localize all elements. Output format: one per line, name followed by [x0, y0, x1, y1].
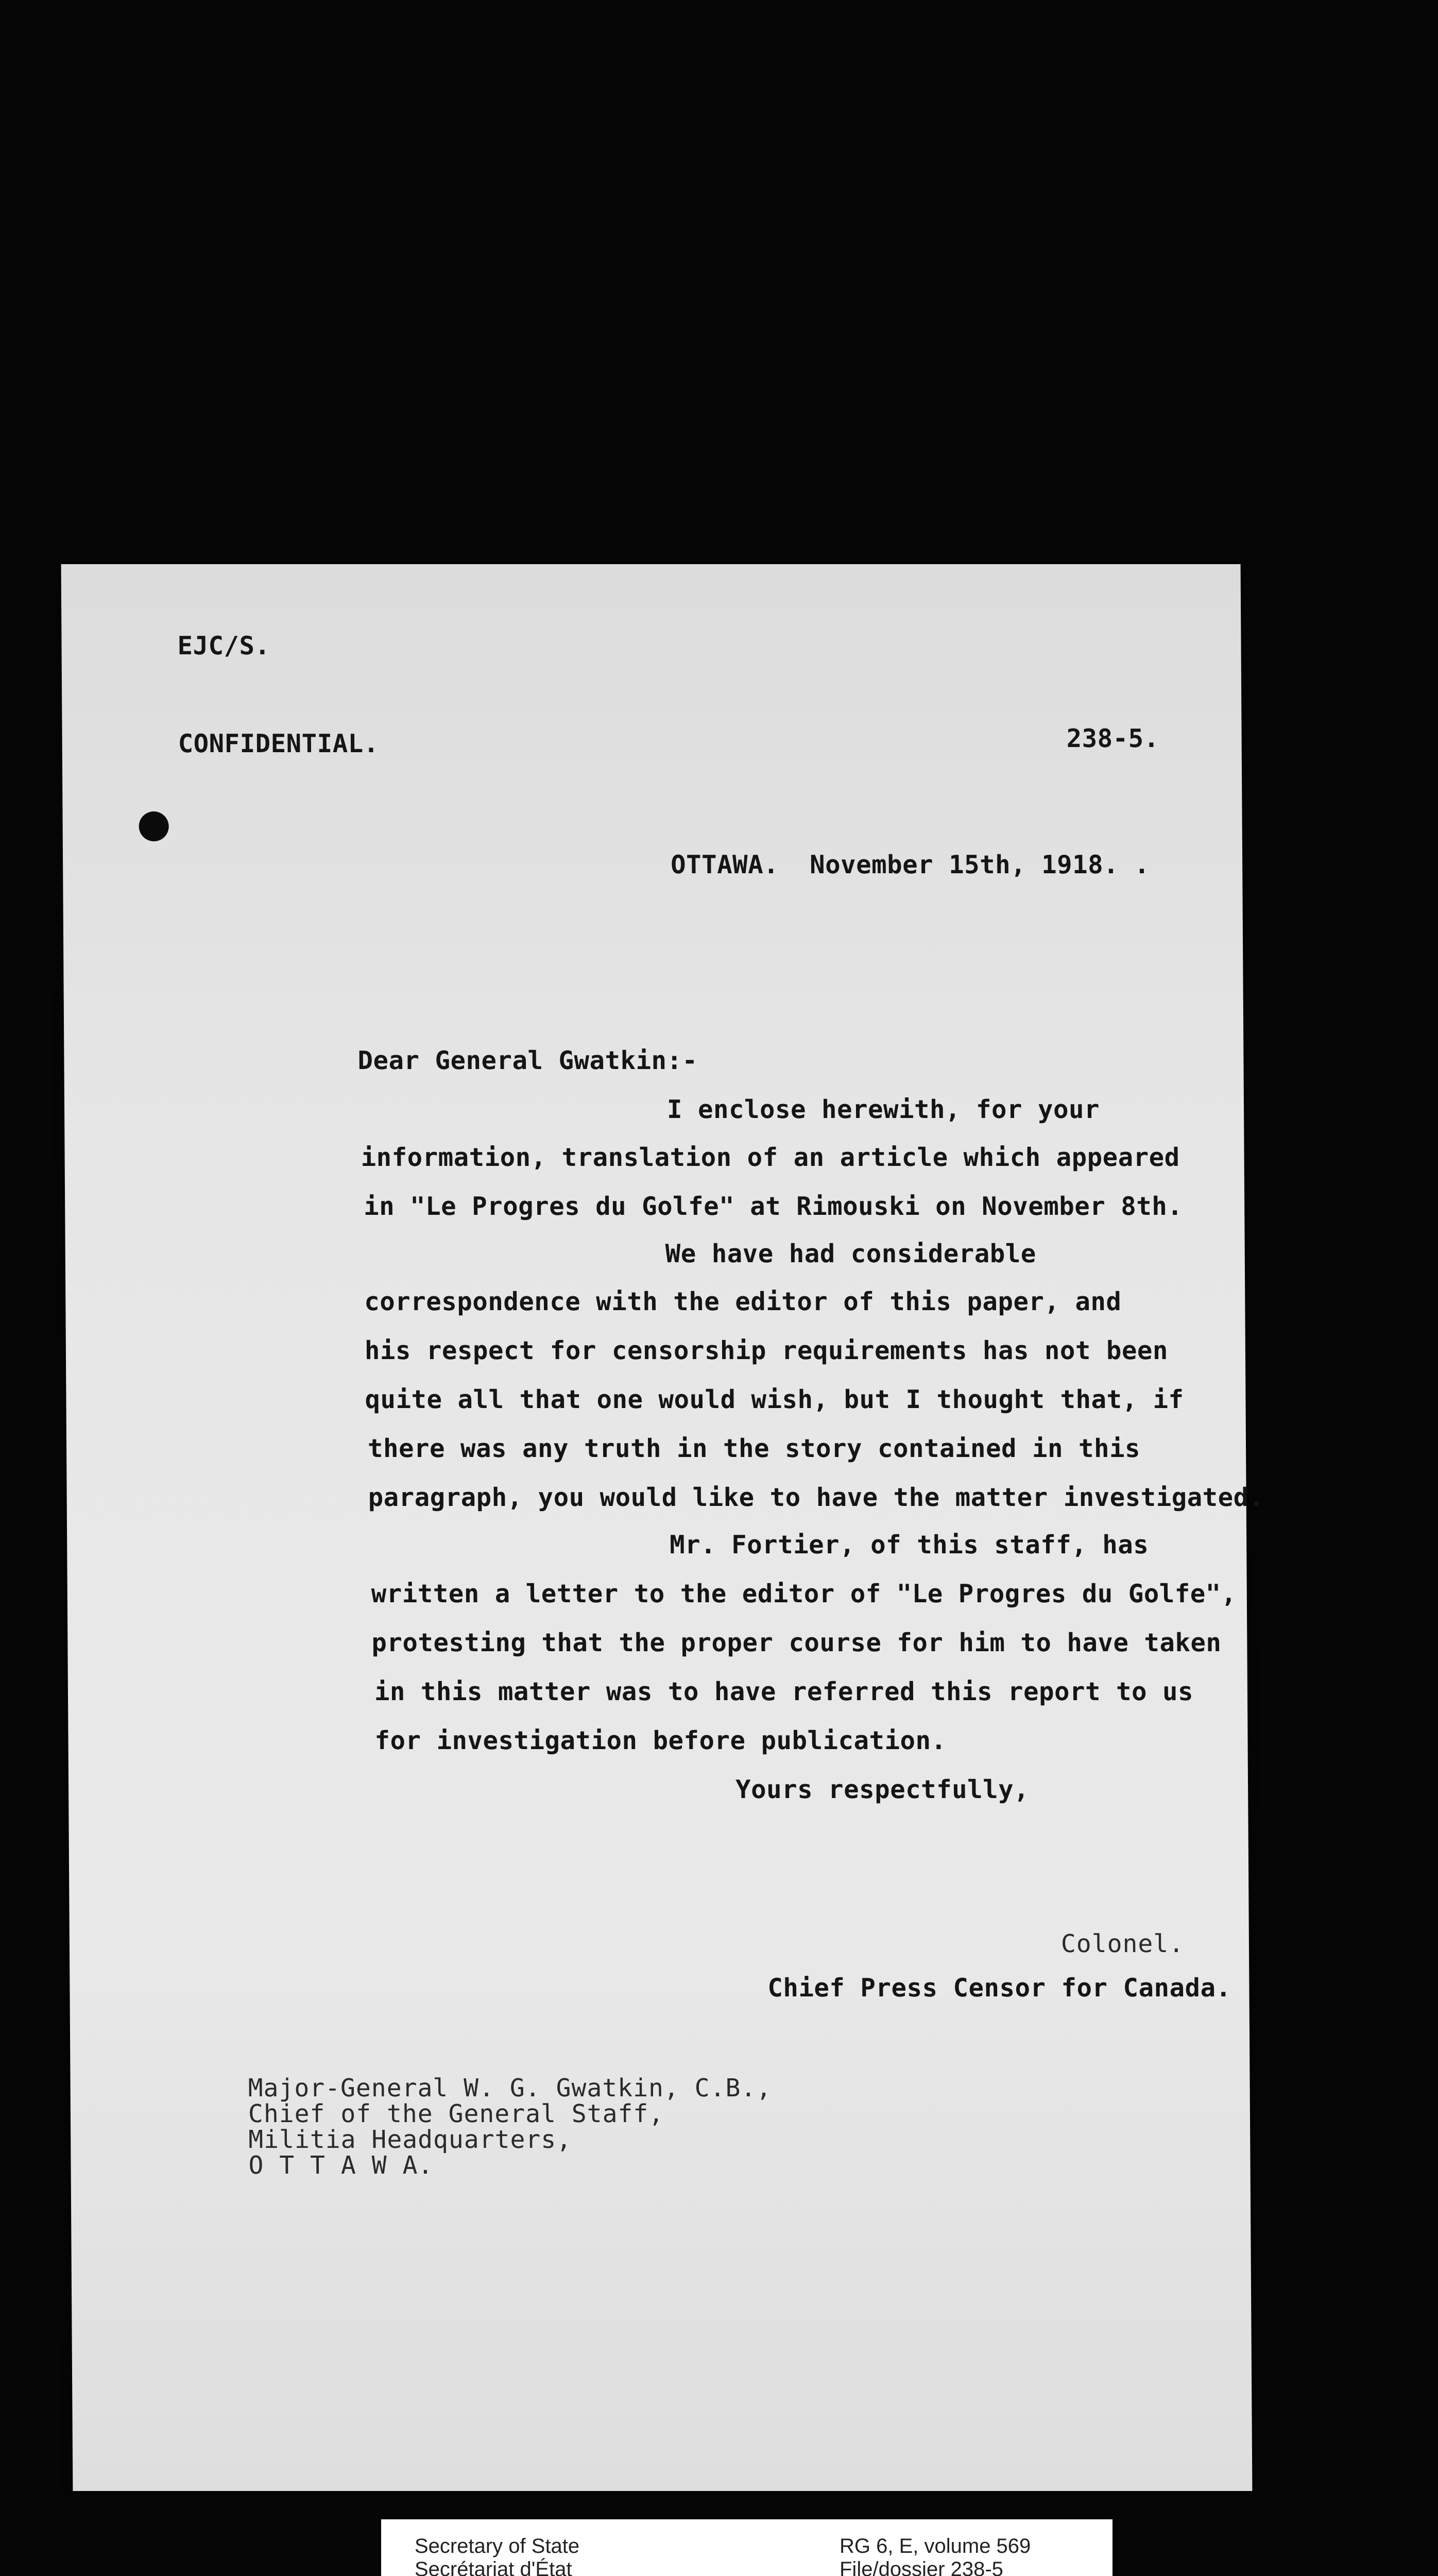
body-line: in "Le Progres du Golfe" at Rimouski on November 8th.: [364, 1192, 1183, 1221]
letter-page: [61, 564, 1264, 2491]
body-line: his respect for censorship requirements has not been: [364, 1336, 1169, 1365]
addressee-line: Militia Headquarters,: [248, 2125, 572, 2154]
addressee-line: Chief of the General Staff,: [248, 2099, 664, 2128]
classification-label: CONFIDENTIAL.: [178, 729, 379, 758]
body-line: there was any truth in the story contained in this: [367, 1434, 1141, 1463]
signature-title: Chief Press Censor for Canada.: [767, 1973, 1231, 2003]
addressee-line: O T T A W A.: [248, 2151, 434, 2180]
body-line: Mr. Fortier, of this staff, has: [670, 1530, 1149, 1560]
body-line: in this matter was to have referred this report to us: [374, 1677, 1194, 1706]
department-en: Secretary of State: [415, 2535, 580, 2557]
body-line: quite all that one would wish, but I thought that, if: [365, 1385, 1184, 1414]
file-reference: File/dossier 238-5: [840, 2558, 1003, 2576]
place-date: OTTAWA. November 15th, 1918. .: [670, 850, 1150, 879]
body-line: paragraph, you would like to have the matter investigated.: [368, 1483, 1264, 1512]
body-line: information, translation of an article which appeared: [361, 1143, 1180, 1172]
reference-initials: EJC/S.: [177, 631, 270, 660]
closing: Yours respectfully,: [735, 1775, 1030, 1804]
body-line: I enclose herewith, for your: [666, 1095, 1100, 1124]
archive-reference-card: [381, 2519, 1112, 2576]
body-line: for investigation before publication.: [374, 1726, 947, 1755]
file-number: 238-5.: [1066, 724, 1159, 753]
punch-hole: [139, 811, 169, 841]
department-fr: Secrétariat d'État: [415, 2558, 572, 2576]
body-line: protesting that the proper course for him to have taken: [371, 1628, 1222, 1657]
addressee-line: Major-General W. G. Gwatkin, C.B.,: [248, 2074, 772, 2103]
body-line: We have had considerable: [665, 1239, 1036, 1268]
signature-rank: Colonel.: [1060, 1929, 1185, 1958]
salutation: Dear General Gwatkin:-: [357, 1046, 698, 1075]
body-line: correspondence with the editor of this paper, and: [364, 1287, 1122, 1316]
record-group: RG 6, E, volume 569: [840, 2535, 1031, 2557]
body-line: written a letter to the editor of "Le Progres du Golfe",: [371, 1579, 1237, 1608]
